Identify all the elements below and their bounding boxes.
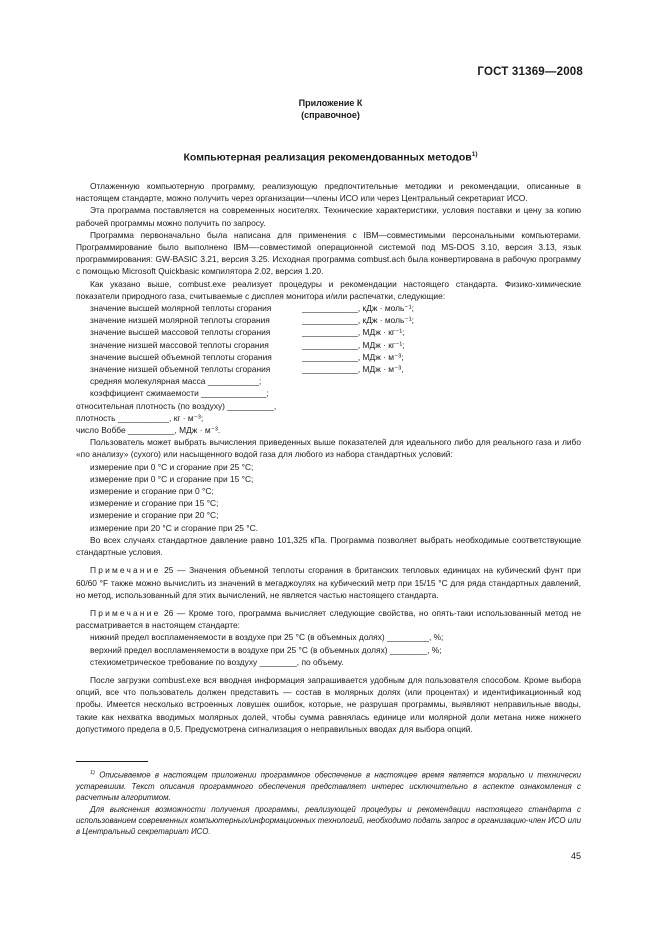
annex-subtitle: (справочное) <box>301 110 360 120</box>
document-body <box>76 180 581 735</box>
paragraph: Как указано выше, combust.exe реализует процедуры и рекомендации настоящего стандарта. Физико-химические показатели природного газа, считываемые с дисплея монитора и/или распечатки, следующие: <box>76 278 581 301</box>
property-value: ____________, МДж · кг⁻¹; <box>302 339 405 350</box>
paragraph: Во всех случаях стандартное давление равно 101,325 кПа. Программа позволяет выбрать необходимые соответствующие стандартные условия. <box>76 534 581 558</box>
condition-item: измерение и сгорание при 0 °С; <box>90 486 214 497</box>
property-label: значение высшей объемной теплоты сгорания <box>90 351 272 362</box>
property-line: относительная плотность (по воздуху) __________, <box>76 400 277 411</box>
property-label: значение низшей молярной теплоты сгорания <box>90 315 270 326</box>
section-title <box>0 151 661 164</box>
note-item: верхний предел воспламеняемости в воздухе при 25 °С (в объемных долях) ________, %; <box>90 644 442 655</box>
property-value: ____________, МДж · м⁻³; <box>302 351 404 362</box>
note-text: 25 — Значения объемной теплоты сгорания в британских тепловых единицах на кубический фунт при 60/60 °F также можно вычислить из значений в мегаджоулях на кубический метр при 15/15 °С для ряда стандартных давлений, но метод, использованный для этих вычислений, не является частью настоящего стандарта. <box>76 565 581 600</box>
footnote-2: Для выяснения возможности получения программы, реализующей процедуры и рекомендации настоящего стандарта с использованием современных компьютерных/информационных технологий, необходимо подать запрос в организацию-член ИСО или в Центральный секретариат ИСО. <box>76 804 581 837</box>
property-label: значение высшей молярной теплоты сгорания <box>90 303 272 314</box>
annex-title: Приложение К <box>298 98 363 108</box>
property-row <box>76 326 581 338</box>
condition-item: измерение при 20 °С и сгорание при 25 °С. <box>90 522 258 533</box>
property-row <box>76 314 581 326</box>
property-line: средняя молекулярная масса ___________; <box>90 376 262 387</box>
note-text: 26 — Кроме того, программа вычисляет следующие свойства, но опять-таки использованный метод не рассматривается в настоящем стандарте: <box>76 607 581 631</box>
property-line: плотность ___________, кг · м⁻³; <box>76 412 204 423</box>
page-number: 45 <box>570 851 581 861</box>
property-value: ____________, кДж · моль⁻¹; <box>302 303 414 314</box>
standard-header: ГОСТ 31369—2008 <box>477 66 583 78</box>
property-row <box>76 351 581 363</box>
paragraph: Отлаженную компьютерную программу, реализующую предпочтительные методики и рекомендации, описанные в настоящем стандарте, можно получить через организации—члены ИСО или через Центральный секретариат ИСО. <box>76 181 581 204</box>
property-row <box>76 339 581 351</box>
note-label: Примечание <box>90 607 161 618</box>
note-label: Примечание <box>90 565 161 576</box>
paragraph: Программа первоначально была написана для применения с IBM—совместимыми персональными компьютерами. Программирование было выполнено IBM—-совместимой операционной системой под MS-DOS 3.10, версия 3.13, язык программирования: GW-BASIC 3.21, версия 3.25. Исходная программа combust.ach была конвертирована в рабочую программу с помощью Microsoft Quickbasic компилятора 2.02, версия 1.20. <box>76 229 581 277</box>
section-title-text: Компьютерная реализация рекомендованных методов <box>183 151 472 164</box>
property-value: ____________, кДж · моль⁻¹; <box>302 315 414 326</box>
property-row <box>76 363 581 375</box>
footnote-divider <box>76 761 148 762</box>
condition-item: измерение и сгорание при 20 °С; <box>90 510 219 521</box>
condition-item: измерение и сгорание при 15 °С; <box>90 498 219 509</box>
footnote-1 <box>76 768 581 804</box>
footnote-mark: 1) <box>90 770 95 776</box>
property-label: значение высшей массовой теплоты сгорания <box>90 327 271 338</box>
property-label: значение низшей объемной теплоты сгорания <box>90 364 271 375</box>
property-row <box>76 302 581 314</box>
note-26 <box>76 607 581 631</box>
footnote-text: Описываемое в настоящем приложении программное обеспечение в настоящее время является морально и технически устаревшим. Текст описания программного обеспечения представляет интерес исключительно в аспекте ознакомления с расчетным алгоритмом. <box>76 770 581 803</box>
property-value: ____________, МДж · м⁻³, <box>302 364 404 375</box>
property-value: ____________, МДж · кг⁻¹; <box>302 327 405 338</box>
property-line: коэффициент сжимаемости ______________; <box>90 388 269 399</box>
property-label: значение низшей массовой теплоты сгорания <box>90 339 269 350</box>
paragraph: Пользователь может выбрать вычисления приведенных выше показателей для идеального либо для реального газа и либо «по анализу» (сухого) или насыщенного водой газа для любого из набора стандартных условий: <box>76 437 581 460</box>
note-item: стехиометрическое требование по воздуху ________, по объему. <box>90 656 344 667</box>
paragraph: Эта программа поставляется на современных носителях. Технические характеристики, условия поставки и цену за копию рабочей программы можно получить по запросу. <box>76 205 581 228</box>
paragraph: После загрузки combust.exe вся вводная информация запрашивается удобным для пользователя способом. Кроме выбора опций, все что пользователь должен представить — состав в молярных долях (или процентах) и идентификационный код пробы. Имеется несколько встроенных ловушек ошибок, которые, не разрушая программы, выявляют неправильные вводы, такие как нехватка вводимых молярных долей, чтобы сумма равнялась единице или молярной доли метана ниже нижнего допустимого предела в 0,5. Предусмотрена сигнализация о неправильных вводах для выбора опций. <box>76 674 581 734</box>
note-item: нижний предел воспламеняемости в воздухе при 25 °С (в объемных долях) _________, %; <box>90 632 444 643</box>
section-footnote-mark: 1) <box>471 151 478 158</box>
note-25 <box>76 564 581 601</box>
condition-item: измерение при 0 °С и сгорание при 25 °С; <box>90 461 254 472</box>
footnotes <box>76 768 581 837</box>
condition-item: измерение при 0 °С и сгорание при 15 °С; <box>90 473 254 484</box>
property-line: число Воббе __________, МДж · м⁻³. <box>76 425 221 436</box>
